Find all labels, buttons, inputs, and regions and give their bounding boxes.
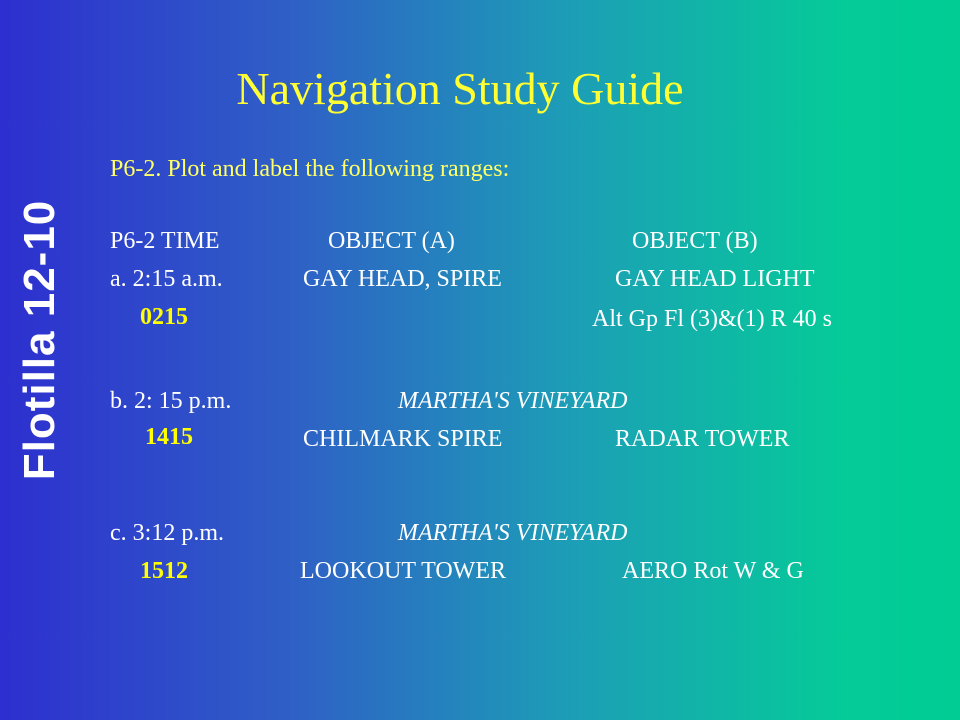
- row-c-time: c. 3:12 p.m.: [110, 520, 224, 546]
- row-b-location: MARTHA'S VINEYARD: [398, 388, 628, 414]
- side-label: Flotilla 12-10: [15, 199, 64, 481]
- row-b-military-time: 1415: [145, 424, 193, 450]
- row-c-military-time: 1512: [140, 558, 188, 584]
- row-c-object-a: LOOKOUT TOWER: [300, 558, 506, 584]
- row-b-time: b. 2: 15 p.m.: [110, 388, 232, 414]
- row-a-object-b: GAY HEAD LIGHT: [615, 266, 815, 292]
- row-a-time: a. 2:15 a.m.: [110, 266, 223, 292]
- row-a-object-a: GAY HEAD, SPIRE: [303, 266, 502, 292]
- header-object-b: OBJECT (B): [632, 228, 758, 254]
- row-b-object-a: CHILMARK SPIRE: [303, 426, 503, 452]
- row-c-object-b: AERO Rot W & G: [622, 558, 804, 584]
- intro-text: P6-2. Plot and label the following ranges:: [110, 156, 510, 182]
- row-a-military-time: 0215: [140, 304, 188, 330]
- page-title: Navigation Study Guide: [236, 63, 684, 114]
- row-a-object-b-detail: Alt Gp Fl (3)&(1) R 40 s: [592, 306, 832, 332]
- row-b-object-b: RADAR TOWER: [615, 426, 790, 452]
- header-time: P6-2 TIME: [110, 228, 220, 254]
- header-object-a: OBJECT (A): [328, 228, 455, 254]
- row-c-location: MARTHA'S VINEYARD: [398, 520, 628, 546]
